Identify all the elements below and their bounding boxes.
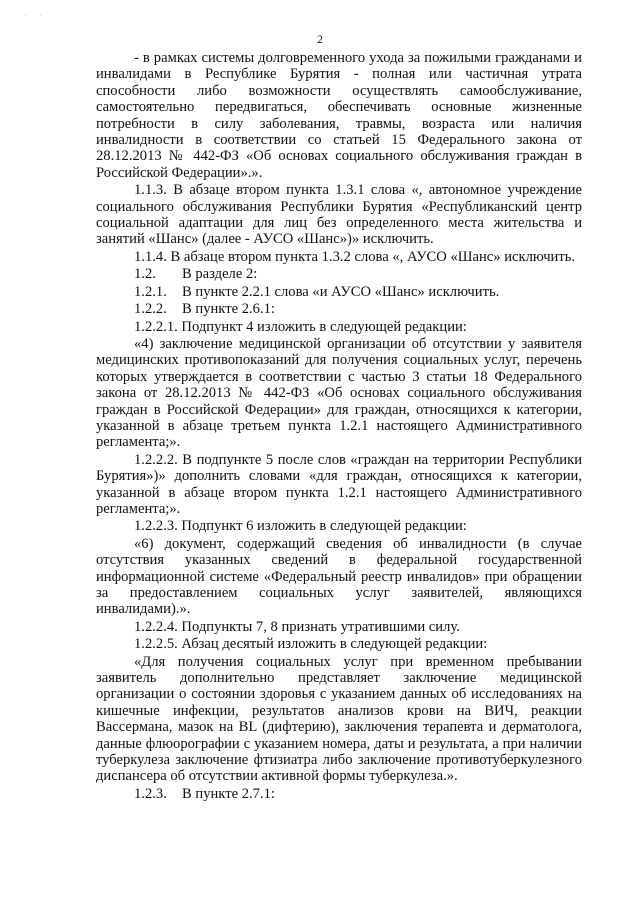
paragraph-1-2-2: [134, 301, 582, 317]
paragraph-1-1-4: 1.1.4. В абзаце втором пункта 1.3.2 слова «, АУСО «Шанс» исключить.: [134, 248, 576, 265]
quote-temporary-stay: «Для получения социальных услуг при временном пребывании заявитель дополнительно представляет заключение медицинской организации о состоянии здоровья с указанием данных об исследованиях на кишечные инфекции, результатов анализов крови на ВИЧ, реакции Вассермана, мазок на BL (дифтерию), заключения терапевта и дерматолога, данные флюорографии с указанием номера, даты и результата, а при наличии туберкулеза заключение фтизиатра либо заключение противотуберкулезного диспансера об отсутствии активной формы туберкулеза.».: [96, 653, 582, 785]
item-number: 1.2.1.: [134, 283, 167, 300]
paragraph-1-2-2-5: 1.2.2.5. Абзац десятый изложить в следующей редакции:: [134, 636, 488, 653]
paragraph-1-2: [134, 266, 582, 282]
item-text: В пункте 2.2.1 слова «и АУСО «Шанс» исключить.: [182, 283, 500, 300]
paragraph-ltc-definition: - в рамках системы долговременного ухода за пожилыми гражданами и инвалидами в Республике Бурятия - полная или частичная утрата способности либо возможности осуществлять самообслуживание, самостоятельно передвигаться, обеспечивать основные жизненные потребности в силу заболевания, травмы, возраста или наличия инвалидности в соответствии со статьей 15 Федерального закона от 28.12.2013 № 442-ФЗ «Об основах социального обслуживания граждан в Российской Федерации».».: [96, 50, 582, 181]
quote-subitem-4: «4) заключение медицинской организации об отсутствии у заявителя медицинских противопоказаний для получения социальных услуг, перечень которых утверждается в соответствии с частью 3 статьи 18 Федерального закона от 28.12.2013 № 442-ФЗ «Об основах социального обслуживания граждан в Российской Федерации» для граждан, относящихся к категории, указанной в абзаце третьем пункта 1.2.1 настоящего Административного регламента;».: [96, 335, 582, 451]
item-number: 1.2.: [134, 266, 156, 283]
paragraph-1-2-1: [134, 284, 582, 300]
paragraph-1-2-3: [134, 786, 582, 802]
paragraph-1-2-2-4: 1.2.2.4. Подпункты 7, 8 признать утратившими силу.: [134, 618, 460, 635]
item-text: В разделе 2:: [182, 266, 258, 283]
paragraph-1-1-3: 1.1.3. В абзаце втором пункта 1.3.1 слова «, автономное учреждение социального обслуживания Республики Бурятия «Республиканский центр социальной адаптации для лиц без определенного места жительства и занятий «Шанс» (далее - АУСО «Шанс»)» исключить.: [96, 182, 582, 248]
item-text: В пункте 2.7.1:: [182, 785, 275, 802]
paragraph-1-2-2-1: 1.2.2.1. Подпункт 4 изложить в следующей редакции:: [134, 318, 467, 335]
document-body: [96, 50, 582, 802]
paragraph-1-2-2-2: 1.2.2.2. В подпункте 5 после слов «граждан на территории Республики Бурятия»)» дополнить словами «для граждан, относящихся к категории, указанной в абзаце втором пункта 1.2.1 настоящего Административного регламента;».: [96, 451, 582, 517]
page-number: 2: [317, 32, 323, 46]
corner-mark: · ·: [24, 13, 48, 19]
paragraph-1-2-2-3: 1.2.2.3. Подпункт 6 изложить в следующей редакции:: [134, 518, 467, 535]
quote-subitem-6: «6) документ, содержащий сведения об инвалидности (в случае отсутствия указанных сведений в федеральной государственной информационной системе «Федеральный реестр инвалидов» при обращении за предоставлением социальных услуг заявителей, являющихся инвалидами).».: [96, 535, 582, 618]
item-number: 1.2.2.: [134, 301, 167, 318]
item-text: В пункте 2.6.1:: [182, 301, 275, 318]
item-number: 1.2.3.: [134, 785, 167, 802]
